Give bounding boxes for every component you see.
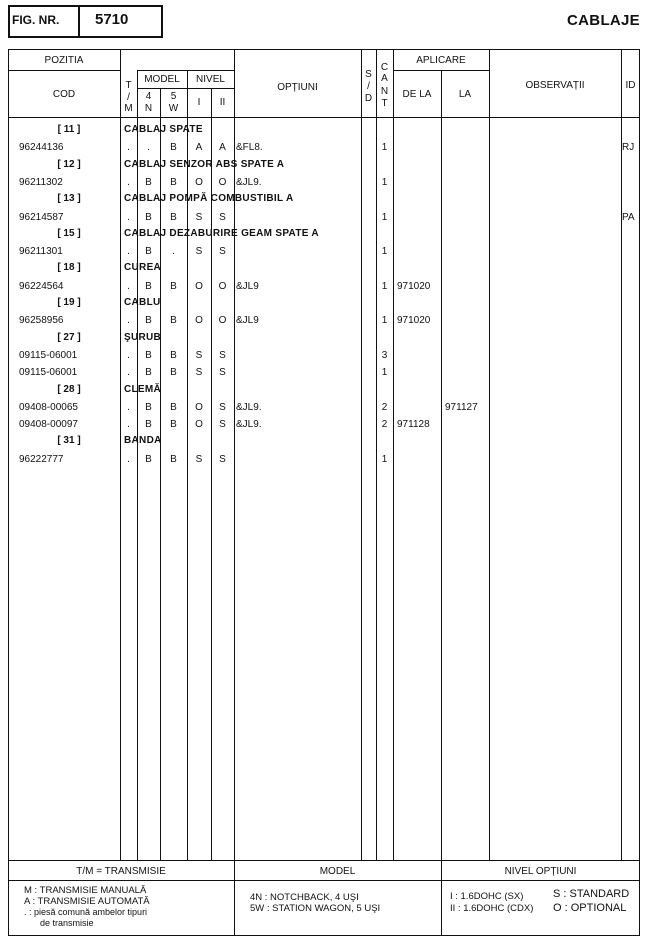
cell-nivel-i: O <box>195 176 203 188</box>
cell-model-4n: B <box>145 246 152 258</box>
legend-nivel-title: NIVEL OPȚIUNI <box>504 866 577 877</box>
cell-tm: . <box>127 315 130 327</box>
legend-nivel-line: I : 1.6DOHC (SX) <box>450 891 524 902</box>
cell-cant: 1 <box>381 176 388 188</box>
header-line-model-sub <box>137 88 234 89</box>
position-number: [ 18 ] <box>57 262 81 274</box>
legend-tm-title: T/M = TRANSMISIE <box>76 866 166 877</box>
legend-tm-line: . : piesă comună ambelor tipuri <box>24 907 148 917</box>
cell-optiuni: &JL9. <box>236 176 262 188</box>
cell-tm: . <box>127 401 130 413</box>
position-number: [ 19 ] <box>57 297 81 308</box>
cell-tm: . <box>127 349 130 361</box>
header-line-pozitia <box>8 70 120 71</box>
cell-nivel-i: O <box>195 401 203 413</box>
cell-optiuni: &JL9. <box>236 419 262 431</box>
cell-model-4n: B <box>145 419 152 431</box>
cell-model-4n: B <box>145 453 152 465</box>
col-header-optiuni: OPȚIUNI <box>277 82 318 93</box>
cell-nivel-i: O <box>195 315 203 327</box>
cell-cod: 96244136 <box>19 142 64 154</box>
col-header-cant-t: T <box>381 98 388 109</box>
col-header-tm-slash: / <box>127 92 130 103</box>
legend-tm-line: de transmisie <box>40 918 94 928</box>
col-header-la: LA <box>458 89 472 100</box>
cell-nivel-ii: S <box>219 367 226 379</box>
cell-de-la: 971020 <box>397 280 431 292</box>
col-header-id: ID <box>625 80 636 91</box>
cell-cant: 1 <box>381 367 388 379</box>
legend-nivel-code: O : OPTIONAL <box>553 902 627 914</box>
position-number: [ 13 ] <box>57 193 81 205</box>
col-header-model-n: N <box>144 103 153 114</box>
cell-cant: 2 <box>381 401 388 413</box>
col-header-model-w: W <box>168 103 179 114</box>
cell-model-4n: B <box>145 176 152 188</box>
cell-model-5w: B <box>170 349 177 361</box>
col-header-nivel-i: I <box>197 97 201 108</box>
col-header-cant-n: N <box>380 86 389 97</box>
position-number: [ 27 ] <box>57 331 81 343</box>
col-header-model: MODEL <box>144 74 180 85</box>
cell-model-5w: B <box>170 315 177 327</box>
col-header-tm-m: M <box>124 103 133 114</box>
cell-tm: . <box>127 453 130 465</box>
cell-nivel-i: S <box>195 367 203 379</box>
cell-nivel-ii: S <box>219 349 226 361</box>
cell-cod: 09408-00097 <box>19 419 78 431</box>
legend-model-title: MODEL <box>319 866 356 877</box>
cell-cod: 96211302 <box>19 176 63 188</box>
col-header-nivel-ii: II <box>219 97 226 108</box>
cell-cant: 1 <box>381 211 388 223</box>
cell-model-5w: B <box>170 401 177 413</box>
cell-model-4n: . <box>147 142 150 154</box>
cell-id: RJ <box>622 142 635 154</box>
position-number: [ 15 ] <box>57 227 81 239</box>
legend-tm-line: M : TRANSMISIE MANUALĂ <box>24 885 147 896</box>
cell-de-la: 971020 <box>397 315 431 327</box>
position-number: [ 28 ] <box>57 383 81 395</box>
cell-tm: . <box>127 142 130 154</box>
cell-la: 971127 <box>445 401 478 413</box>
col-header-model-4: 4 <box>145 91 152 102</box>
cell-model-5w: B <box>170 176 177 188</box>
cell-tm: . <box>127 176 130 188</box>
cell-model-5w: B <box>170 280 177 292</box>
cell-optiuni: &JL9. <box>236 401 262 413</box>
cell-model-5w: B <box>170 419 177 431</box>
position-number: [ 12 ] <box>57 158 81 170</box>
cell-cod: 96214587 <box>19 211 64 223</box>
part-description: CABLAJ SPATE <box>124 124 203 135</box>
cell-cant: 3 <box>381 349 388 361</box>
header-line-aplicare <box>393 70 489 71</box>
part-description: ŞURUB <box>124 331 162 343</box>
col-header-cant-a: A <box>381 73 388 84</box>
cell-cant: 2 <box>381 419 388 431</box>
cell-model-5w: B <box>170 142 177 154</box>
cell-nivel-ii: O <box>218 315 227 327</box>
cell-cod: 96258956 <box>19 315 64 327</box>
cell-model-5w: . <box>172 246 175 258</box>
col-header-de-la: DE LA <box>402 89 432 100</box>
cell-cod: 09115-06001 <box>19 349 78 361</box>
part-description: CABLU <box>124 297 161 308</box>
col-header-nivel: NIVEL <box>196 74 225 85</box>
cell-nivel-ii: S <box>219 401 226 413</box>
cell-cod: 96224564 <box>19 280 64 292</box>
cell-model-5w: B <box>170 211 177 223</box>
cell-optiuni: &JL9 <box>236 315 259 327</box>
cell-cod: 09408-00065 <box>19 401 78 413</box>
cell-tm: . <box>127 367 130 379</box>
cell-model-5w: B <box>170 453 177 465</box>
cell-nivel-i: S <box>195 349 203 361</box>
cell-cod: 09115-06001 <box>19 367 78 379</box>
position-number: [ 31 ] <box>57 435 81 447</box>
col-divider-cant <box>393 49 394 860</box>
cell-model-5w: B <box>170 367 177 379</box>
cell-nivel-i: O <box>195 280 203 292</box>
legend-model-line: 4N : NOTCHBACK, 4 UŞI <box>250 892 359 903</box>
col-header-model-5: 5 <box>170 91 177 102</box>
cell-model-4n: B <box>145 211 152 223</box>
legend-header-line <box>8 880 640 881</box>
page-title: CABLAJE <box>567 12 640 29</box>
col-header-cant-c: C <box>380 62 389 73</box>
position-number: [ 11 ] <box>57 124 81 135</box>
col-header-sd-d: D <box>364 93 373 104</box>
legend-tm-line: A : TRANSMISIE AUTOMATĂ <box>24 896 150 907</box>
col-header-aplicare: APLICARE <box>416 55 466 66</box>
legend-top-line <box>8 860 640 861</box>
cell-nivel-ii: S <box>219 453 226 465</box>
part-description: CABLAJ DEZABURIRE GEAM SPATE A <box>124 227 319 239</box>
figure-box-divider <box>78 5 80 38</box>
cell-tm: . <box>127 211 130 223</box>
cell-cod: 96211301 <box>19 246 63 258</box>
header-line-model-nivel <box>137 70 234 71</box>
cell-cant: 1 <box>381 453 388 465</box>
cell-nivel-ii: S <box>219 246 226 258</box>
cell-cant: 1 <box>381 315 388 327</box>
cell-nivel-ii: S <box>219 211 226 223</box>
col-header-observatii: OBSERVAȚII <box>525 80 585 91</box>
col-header-pozitia: POZITIA <box>44 55 84 66</box>
col-header-tm-t: T <box>125 80 132 91</box>
figure-label: FIG. NR. <box>12 13 60 27</box>
part-description: CABLAJ POMPĂ COMBUSTIBIL A <box>124 193 294 205</box>
cell-cant: 1 <box>381 246 388 258</box>
cell-model-4n: B <box>145 315 152 327</box>
legend-nivel-code: S : STANDARD <box>553 888 630 900</box>
legend-nivel-line: II : 1.6DOHC (CDX) <box>450 903 534 914</box>
col-divider-observatii <box>621 49 622 860</box>
col-divider-optiuni <box>361 49 362 860</box>
col-header-sd-s: S <box>365 69 372 80</box>
cell-nivel-i: S <box>195 211 203 223</box>
header-bottom-line <box>8 117 640 118</box>
col-header-cod: COD <box>52 89 76 100</box>
cell-de-la: 971128 <box>397 419 430 431</box>
cell-model-4n: B <box>145 349 152 361</box>
cell-tm: . <box>127 419 130 431</box>
cell-nivel-ii: A <box>219 142 226 154</box>
part-description: CLEMĂ <box>124 383 162 395</box>
cell-model-4n: B <box>145 280 152 292</box>
cell-nivel-ii: O <box>218 176 227 188</box>
col-divider-nivel <box>234 49 235 860</box>
cell-tm: . <box>127 280 130 292</box>
cell-cod: 96222777 <box>19 453 64 465</box>
cell-model-4n: B <box>145 367 152 379</box>
cell-tm: . <box>127 246 130 258</box>
cell-nivel-i: A <box>195 142 203 154</box>
part-description: CUREA <box>124 262 162 274</box>
legend-model-line: 5W : STATION WAGON, 5 UŞI <box>250 903 381 914</box>
cell-nivel-ii: O <box>218 280 227 292</box>
part-description: CABLAJ SENZOR ABS SPATE A <box>124 158 285 170</box>
cell-id: PA <box>622 211 635 223</box>
cell-optiuni: &FL8. <box>236 142 263 154</box>
col-divider-dela <box>441 70 442 860</box>
cell-model-4n: B <box>145 401 152 413</box>
cell-optiuni: &JL9 <box>236 280 259 292</box>
part-description: BANDA <box>124 435 162 447</box>
cell-nivel-i: O <box>195 419 203 431</box>
cell-cant: 1 <box>381 142 388 154</box>
cell-cant: 1 <box>381 280 388 292</box>
cell-nivel-i: S <box>195 246 203 258</box>
cell-nivel-i: S <box>195 453 203 465</box>
figure-number: 5710 <box>95 11 129 28</box>
cell-nivel-ii: S <box>219 419 226 431</box>
col-divider-aplicare <box>489 49 490 860</box>
col-header-sd-slash: / <box>367 81 370 92</box>
